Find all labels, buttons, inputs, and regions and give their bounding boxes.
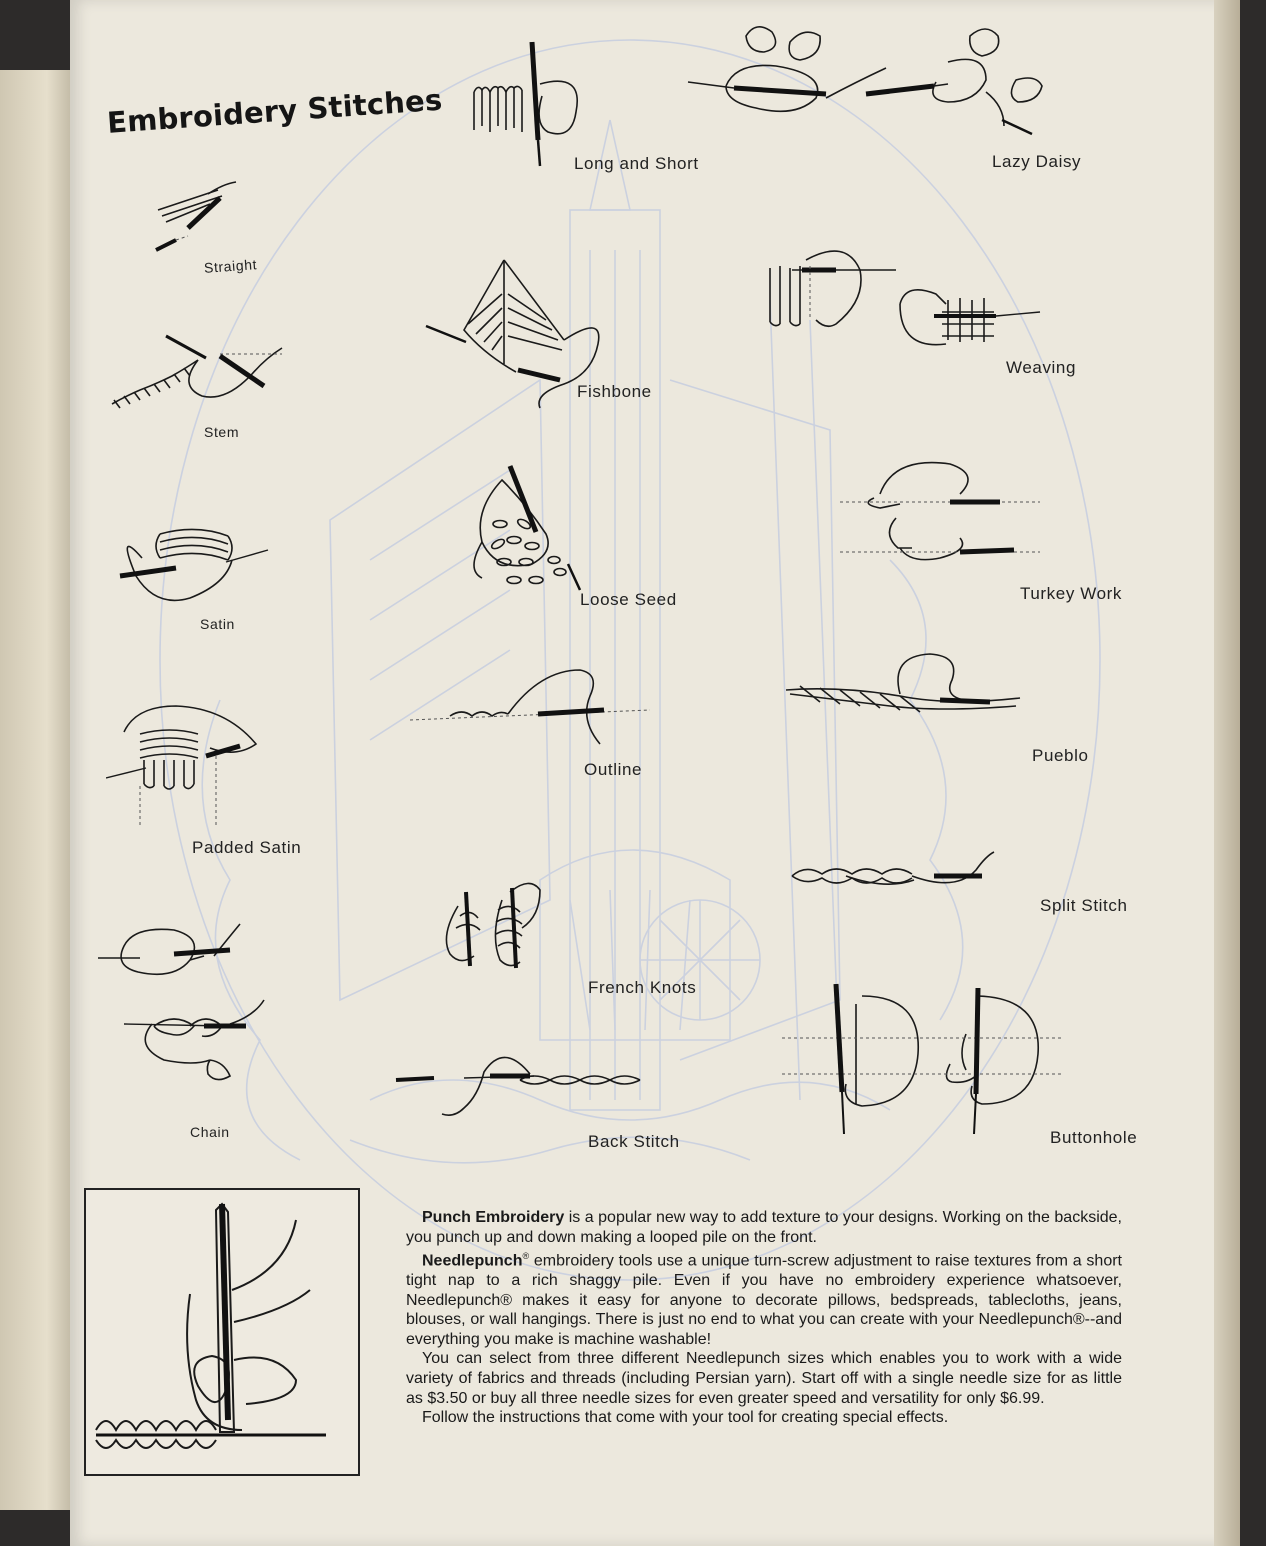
needlepunch-illustration-box [84, 1188, 360, 1476]
stitch-label-fishbone: Fishbone [577, 382, 652, 401]
paragraph-text: is a popular new way to add texture to your designs. Working on the backside, you punch up and down making a looped pile on the front. [406, 1209, 1122, 1246]
buttonhole-stitch-icon [782, 974, 1062, 1144]
bold-term-needlepunch: Needlepunch [422, 1252, 523, 1270]
padded-satin-stitch-illustration [106, 698, 266, 838]
split-stitch-icon [786, 846, 1006, 906]
stitch-label-back-stitch: Back Stitch [588, 1132, 680, 1151]
registered-mark: ® [522, 1251, 530, 1262]
stem-stitch-icon [106, 326, 296, 416]
chain-stitch-icon [94, 916, 284, 1096]
stitch-label-stem: Stem [204, 424, 240, 440]
paragraph-punch-embroidery [406, 1208, 1122, 1247]
weaving-stitch-illustration [756, 240, 1056, 360]
satin-stitch-icon [116, 518, 276, 618]
lazy-daisy-stitch-icon [686, 22, 1046, 142]
buttonhole-stitch-illustration [782, 974, 1062, 1144]
french-knots-illustration [440, 876, 560, 976]
stitch-label-satin: Satin [200, 616, 235, 632]
page-title: Embroidery Stitches [106, 82, 444, 140]
paragraph-needlepunch [406, 1247, 1122, 1349]
back-stitch-illustration [394, 1040, 654, 1120]
chain-stitch-illustration [94, 916, 284, 1096]
french-knots-icon [440, 876, 560, 976]
stitch-label-outline: Outline [584, 760, 643, 779]
loose-seed-stitch-illustration [456, 460, 586, 600]
loose-seed-stitch-icon [456, 460, 586, 600]
stitch-label-lazy-daisy: Lazy Daisy [992, 152, 1082, 171]
paragraph-instructions: Follow the instructions that come with your tool for creating special effects. [422, 1409, 949, 1427]
stitch-label-split-stitch: Split Stitch [1040, 896, 1128, 915]
book-page [70, 0, 1240, 1546]
straight-stitch-illustration [148, 180, 248, 255]
stitch-label-padded-satin: Padded Satin [192, 838, 302, 857]
stitch-label-pueblo: Pueblo [1032, 746, 1089, 765]
bold-term-punch-embroidery: Punch Embroidery [422, 1209, 565, 1226]
stitch-label-chain: Chain [190, 1124, 230, 1140]
split-stitch-illustration [786, 846, 1006, 906]
paragraph-text: embroidery tools use a unique turn-screw adjustment to raise textures from a short tight nap to a rich shaggy pile. Even if you have no embroidery experience whatsoever, Needlepunch® makes it easy for anyone to decorate pillows, bedspreads, tablecloths, jeans, blouses, or wall hangings. There is just no end to what you can create with your Needlepunch®--and everything you make is machine washable! [406, 1252, 1122, 1348]
weaving-stitch-icon [756, 240, 1056, 360]
page-edge [1214, 0, 1240, 1546]
turkey-work-stitch-icon [840, 454, 1040, 574]
left-page-spine [0, 70, 78, 1510]
paragraph-sizes-pricing: You can select from three different Needlepunch sizes which enables you to work with a wide variety of fabrics and threads (including Persian yarn). Start off with a single needle size for as little as $3.50 or buy all three needle sizes for even greater speed and versatility for only $6.99. [406, 1350, 1122, 1407]
outline-stitch-icon [410, 660, 650, 760]
stem-stitch-illustration [106, 326, 296, 416]
pueblo-stitch-icon [780, 650, 1030, 730]
satin-stitch-illustration [116, 518, 276, 618]
stitch-label-buttonhole: Buttonhole [1050, 1128, 1138, 1147]
needlepunch-hand-icon [86, 1190, 358, 1474]
outline-stitch-illustration [410, 660, 650, 760]
punch-embroidery-description [406, 1208, 1122, 1428]
back-stitch-icon [394, 1040, 654, 1120]
stitch-label-french-knots: French Knots [588, 978, 697, 997]
long-and-short-stitch-icon [464, 32, 594, 172]
lazy-daisy-stitch-illustration [686, 22, 1046, 142]
straight-stitch-icon [148, 180, 248, 255]
stitch-label-turkey-work: Turkey Work [1020, 584, 1123, 603]
long-and-short-stitch-illustration [464, 32, 594, 172]
turkey-work-stitch-illustration [840, 454, 1040, 574]
stitch-label-weaving: Weaving [1006, 358, 1077, 377]
stitch-label-straight: Straight [203, 256, 258, 276]
stitch-label-long-and-short: Long and Short [574, 154, 699, 173]
padded-satin-stitch-icon [106, 698, 266, 838]
stitch-label-loose-seed: Loose Seed [580, 590, 677, 609]
pueblo-stitch-illustration [780, 650, 1030, 730]
